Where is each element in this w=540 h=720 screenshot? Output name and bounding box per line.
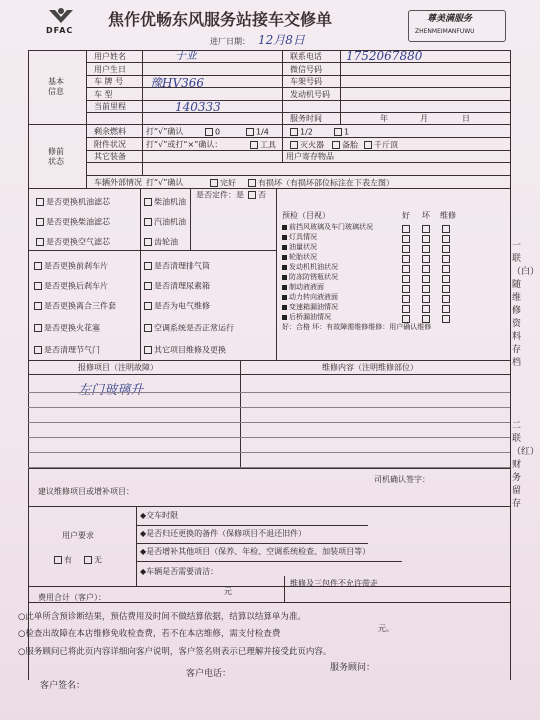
- bullet-icon: [282, 315, 287, 320]
- preview-checkbox[interactable]: [422, 315, 430, 323]
- bullet-icon: [282, 255, 287, 260]
- accessories-label: 附件状况: [94, 140, 126, 149]
- acc-option-1[interactable]: 灭火器: [290, 141, 324, 150]
- side-copy-second: 二联（红）财务留存: [512, 421, 540, 509]
- preview-checkbox[interactable]: [442, 265, 450, 273]
- plate-label: 车 牌 号: [94, 77, 124, 86]
- preview-checkbox[interactable]: [422, 275, 430, 283]
- req-line-1: [136, 543, 368, 544]
- check-grid-4-0[interactable]: 是否清理节气门: [34, 346, 100, 355]
- stamp-sub: ZHENMEIMANFUWU: [415, 28, 475, 35]
- check-bottom-line: [28, 360, 510, 361]
- note-0: ○此单所含预诊断结果，预估费用及时间不做结算依据，结算以结算单为准。: [18, 612, 306, 622]
- engine-label: 发动机号码: [290, 90, 330, 99]
- bullet-icon: [282, 225, 287, 230]
- preview-checkbox[interactable]: [442, 275, 450, 283]
- note-2: ○服务顾问已将此页内容详细向客户说明，客户签名则表示已理解并接受此页内容。: [18, 647, 332, 657]
- check-top-label: 是否定件：是 否: [196, 190, 266, 200]
- cost-divider: [284, 576, 285, 602]
- plate-value: 豫HV366: [150, 76, 205, 90]
- preview-checkbox[interactable]: [402, 255, 410, 263]
- bullet-icon: [282, 275, 287, 280]
- vin-label: 车架号码: [290, 77, 322, 86]
- req-item-1: ◆是否归还更换的备件（保修项目不退还旧件）: [140, 529, 307, 538]
- time-month: 月: [420, 114, 428, 123]
- req-divider: [136, 506, 137, 586]
- service-stamp: [408, 10, 506, 42]
- preview-item-label: 制动液液面: [289, 283, 324, 291]
- repair-rule: [28, 437, 510, 438]
- info-row-1: [86, 62, 510, 63]
- preview-checkbox[interactable]: [402, 235, 410, 243]
- preview-checkbox[interactable]: [442, 235, 450, 243]
- preview-divider: [276, 188, 277, 360]
- logo-text: DFAC: [46, 26, 74, 35]
- preview-item: [282, 234, 317, 241]
- fee-unit: 元。: [378, 624, 394, 633]
- preview-checkbox[interactable]: [442, 225, 450, 233]
- mileage-value: 140333: [175, 100, 221, 114]
- preview-checkbox[interactable]: [422, 235, 430, 243]
- status-row-2: [86, 150, 510, 151]
- status-row-4: [86, 175, 510, 176]
- birthday-label: 用户生日: [94, 65, 126, 74]
- preview-item-label: 油量状况: [289, 243, 317, 251]
- date-value: 12月8日: [258, 33, 305, 47]
- preview-checkbox[interactable]: [422, 305, 430, 313]
- check-divider-2: [140, 188, 141, 250]
- customer-signature-label: 客户签名：: [40, 681, 86, 691]
- time-day: 日: [462, 114, 470, 123]
- appearance-option-1[interactable]: 有损坏（有损坏部位标注在下表左图）: [248, 179, 394, 188]
- req-item-2: ◆是否增补其他项目（保养、年检、空调系统检查、加装项目等）: [140, 547, 371, 556]
- check-grid-0-0[interactable]: 是否更换前刹车片: [34, 262, 108, 271]
- service-time-label: 服务时间: [290, 114, 322, 123]
- dfac-logo-icon: [46, 6, 76, 26]
- repair-rule: [28, 407, 510, 408]
- info-row-5: [86, 112, 510, 113]
- req-item-0: ◆交车时限: [140, 511, 179, 520]
- driver-label: 司机确认签字：: [374, 475, 430, 484]
- preview-col-bad: 坏: [422, 211, 430, 220]
- suggest-top: [28, 468, 510, 469]
- cost-bottom: [28, 602, 510, 603]
- other-label: 其它装备: [94, 152, 126, 161]
- check-left-0[interactable]: 是否更换机油滤芯: [36, 198, 110, 207]
- check-left-1[interactable]: 是否更换柴油滤芯: [36, 218, 110, 227]
- accessories-hint: 打“√”或打“×”确认：: [146, 140, 223, 149]
- check-mid-1[interactable]: 汽油机油: [144, 218, 186, 227]
- bullet-icon: [282, 295, 287, 300]
- bullet-icon: [282, 285, 287, 290]
- preview-checkbox[interactable]: [422, 225, 430, 233]
- preview-item: [282, 304, 338, 311]
- page-title: 焦作优畅东风服务站接车交修单: [108, 10, 333, 29]
- req-bottom: [28, 586, 510, 587]
- contact-phone-value: 1752067880: [346, 49, 423, 63]
- check-grid-1-0[interactable]: 是否更换后刹车片: [34, 282, 108, 291]
- check-mid-0[interactable]: 柴油机油: [144, 198, 186, 207]
- preview-col-repair: 维修: [440, 211, 456, 220]
- appearance-option-0[interactable]: 完好: [210, 179, 236, 188]
- preview-item-label: 轮胎状况: [289, 253, 317, 261]
- preview-checkbox[interactable]: [402, 295, 410, 303]
- preview-item: [282, 244, 317, 251]
- preview-checkbox[interactable]: [422, 285, 430, 293]
- preview-title: 预检（目视）: [282, 211, 330, 220]
- store-label: 用户寄存物品: [286, 152, 334, 161]
- check-mid-2[interactable]: 齿轮油: [144, 238, 178, 247]
- preview-checkbox[interactable]: [402, 275, 410, 283]
- status-label-bottom: 状态: [48, 157, 64, 166]
- note-1: ○检查出故障在本店维修免收检查费，若不在本店维修，需支付检查费: [18, 629, 281, 639]
- user-name-value: 于亚: [175, 49, 197, 62]
- info-row-6: [28, 124, 510, 125]
- preview-checkbox[interactable]: [422, 295, 430, 303]
- repair-rule: [28, 392, 510, 393]
- check-grid-1-1[interactable]: 是否清理尿素箱: [144, 282, 210, 291]
- status-row-1: [86, 137, 510, 138]
- advisor-label: 服务顾问：: [330, 663, 376, 673]
- suggest-bottom: [28, 506, 510, 507]
- status-label-top: 修前: [48, 147, 64, 156]
- req-yes[interactable]: 有: [54, 556, 72, 565]
- bullet-icon: [282, 235, 287, 240]
- check-grid-2-1[interactable]: 是否为电气维修: [144, 302, 210, 311]
- basic-label-top: 基本: [48, 77, 64, 86]
- contact-phone-label: 联系电话: [290, 52, 322, 61]
- req-line-0: [136, 525, 368, 526]
- req-line-2: [136, 561, 402, 562]
- preview-item: [282, 274, 338, 281]
- req-item-3: ◆车辆是否需要清洁：: [140, 567, 219, 576]
- preview-checkbox[interactable]: [422, 265, 430, 273]
- preview-item: [282, 254, 317, 261]
- repair-report-label: 报修项目（注明故障）: [78, 363, 158, 372]
- mileage-label: 当前里程: [94, 102, 126, 111]
- stamp-text: 尊美满服务: [427, 14, 473, 24]
- preview-checkbox[interactable]: [442, 305, 450, 313]
- preview-item-label: 前挡风玻璃及车门玻璃状况: [289, 223, 373, 231]
- model-label: 车 型: [94, 90, 113, 99]
- fuel-option-2[interactable]: 1/2: [290, 128, 313, 137]
- preview-item: [282, 294, 338, 301]
- repair-head-line: [28, 374, 510, 375]
- preview-checkbox[interactable]: [442, 295, 450, 303]
- preview-legend: 好：合格 坏：有故障需维修维修：用户确认维修: [282, 323, 432, 331]
- customer-phone-label: 客户电话：: [186, 669, 232, 679]
- req-label: 用户要求: [62, 531, 94, 540]
- preview-checkbox[interactable]: [402, 305, 410, 313]
- req-no[interactable]: 无: [84, 556, 102, 565]
- user-name-label: 用户姓名: [94, 52, 126, 61]
- check-row-line: [28, 250, 276, 251]
- preview-checkbox[interactable]: [442, 255, 450, 263]
- acc-option-0[interactable]: 工具: [250, 141, 276, 150]
- check-grid-4-1[interactable]: 其它项目维修及更换: [144, 346, 226, 355]
- side-copy-first: 一联（白）随维修资料存档: [512, 241, 540, 368]
- preview-item: [282, 314, 331, 321]
- preview-checkbox[interactable]: [402, 285, 410, 293]
- fuel-option-1[interactable]: 1/4: [246, 128, 269, 137]
- appearance-label: 车辆外部情况: [94, 178, 142, 187]
- acc-option-2[interactable]: 备胎: [332, 141, 358, 150]
- info-row-4: [86, 100, 510, 101]
- fuel-option-3[interactable]: 1: [334, 128, 349, 137]
- suggest-label: 建议维修项目或增补项目：: [38, 487, 134, 496]
- repair-content-label: 维修内容（注明维修部位）: [322, 363, 418, 372]
- info-col-3: [282, 50, 283, 162]
- bullet-icon: [282, 305, 287, 310]
- fuel-option-0[interactable]: 0: [205, 128, 220, 137]
- status-row-5: [28, 188, 510, 189]
- preview-checkbox[interactable]: [402, 245, 410, 253]
- check-left-2[interactable]: 是否更换空气滤芯: [36, 238, 110, 247]
- appearance-hint: 打“√”确认: [146, 178, 184, 187]
- preview-item-label: 变速箱漏油情况: [289, 303, 338, 311]
- check-grid-3-1[interactable]: 空调系统是否正常运行: [144, 324, 234, 333]
- preview-item: [282, 264, 338, 271]
- cost-unit: 元: [224, 587, 232, 596]
- fuel-hint: 打“√”确认: [146, 127, 184, 136]
- preview-checkbox[interactable]: [442, 315, 450, 323]
- repair-report-value: 左门玻璃升: [78, 383, 144, 398]
- preview-item: [282, 284, 324, 291]
- time-year: 年: [380, 114, 388, 123]
- status-row-3: [86, 162, 510, 163]
- check-grid-divider: [140, 250, 141, 360]
- date-label: 进厂日期：: [210, 37, 250, 46]
- check-divider: [190, 188, 191, 250]
- repair-rule: [28, 422, 510, 423]
- cost-label: 费用合计（客户）：: [38, 593, 106, 602]
- preview-col-good: 好: [402, 211, 410, 220]
- preview-checkbox[interactable]: [402, 265, 410, 273]
- preview-item-label: 动力转向液液面: [289, 293, 338, 301]
- preview-checkbox[interactable]: [402, 225, 410, 233]
- preview-checkbox[interactable]: [442, 285, 450, 293]
- check-grid-0-1[interactable]: 是否清理排气筒: [144, 262, 210, 271]
- preview-checkbox[interactable]: [402, 315, 410, 323]
- preview-item: [282, 224, 373, 231]
- preview-item-label: 发动机机油状况: [289, 263, 338, 271]
- preview-item-label: 防冻防锈瓶状况: [289, 273, 338, 281]
- bullet-icon: [282, 265, 287, 270]
- check-grid-2-0[interactable]: 是否更换离合三件套: [34, 302, 116, 311]
- frame-right: [510, 50, 511, 680]
- preview-item-label: 灯具情况: [289, 233, 317, 241]
- wechat-label: 微信号码: [290, 65, 322, 74]
- preview-checkbox[interactable]: [422, 245, 430, 253]
- preview-checkbox[interactable]: [442, 245, 450, 253]
- repair-rule: [28, 452, 510, 453]
- preview-checkbox[interactable]: [422, 255, 430, 263]
- bullet-icon: [282, 245, 287, 250]
- basic-label-bottom: 信息: [48, 87, 64, 96]
- acc-option-3[interactable]: 千斤顶: [364, 141, 398, 150]
- check-grid-3-0[interactable]: 是否更换火花塞: [34, 324, 100, 333]
- frame-top: [28, 50, 510, 51]
- cost-note: 维修及三包件不允许带走: [290, 579, 378, 588]
- info-col-1: [86, 50, 87, 188]
- fuel-label: 剩余燃料: [94, 127, 126, 136]
- preview-item-label: 后桥漏油情况: [289, 313, 331, 321]
